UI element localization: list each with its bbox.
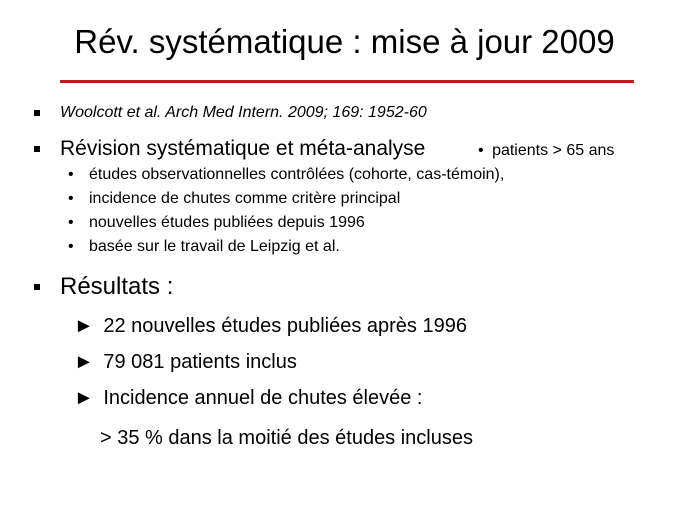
square-bullet-icon (34, 284, 40, 290)
bullet-dot-icon: • (68, 190, 74, 207)
result-item (74, 386, 422, 410)
review-point: basée sur le travail de Leipzig et al. (89, 238, 340, 255)
results-heading: Résultats : (60, 273, 174, 300)
square-bullet-icon (34, 146, 40, 152)
review-heading: Révision systématique et méta-analyse (60, 137, 426, 160)
result-item (74, 314, 467, 338)
bullet-dot-icon: • (68, 238, 74, 255)
side-bullet (478, 141, 614, 161)
bullet-dot-icon: • (478, 142, 484, 159)
slide-title: Rév. systématique : mise à jour 2009 (74, 23, 615, 60)
square-bullet-icon (34, 110, 40, 116)
side-bullet-text: patients > 65 ans (492, 142, 615, 159)
results-note: > 35 % dans la moitié des études incluses (100, 427, 473, 449)
result-text: 79 081 patients inclus (103, 351, 297, 373)
review-point: nouvelles études publiées depuis 1996 (89, 214, 365, 231)
arrow-right-icon: ► (74, 387, 94, 409)
result-text: Incidence annuel de chutes élevée : (103, 387, 423, 409)
reference-citation: Woolcott et al. Arch Med Intern. 2009; 169: 1952-60 (60, 104, 427, 121)
review-point: incidence de chutes comme critère principal (89, 190, 401, 207)
result-item (74, 350, 297, 374)
arrow-right-icon: ► (74, 351, 94, 373)
bullet-dot-icon: • (68, 166, 74, 183)
review-point: études observationnelles contrôlées (cohorte, cas-témoin), (89, 166, 505, 183)
title-underline (60, 80, 634, 83)
bullet-dot-icon: • (68, 214, 74, 231)
arrow-right-icon: ► (74, 315, 94, 337)
result-text: 22 nouvelles études publiées après 1996 (103, 315, 467, 337)
